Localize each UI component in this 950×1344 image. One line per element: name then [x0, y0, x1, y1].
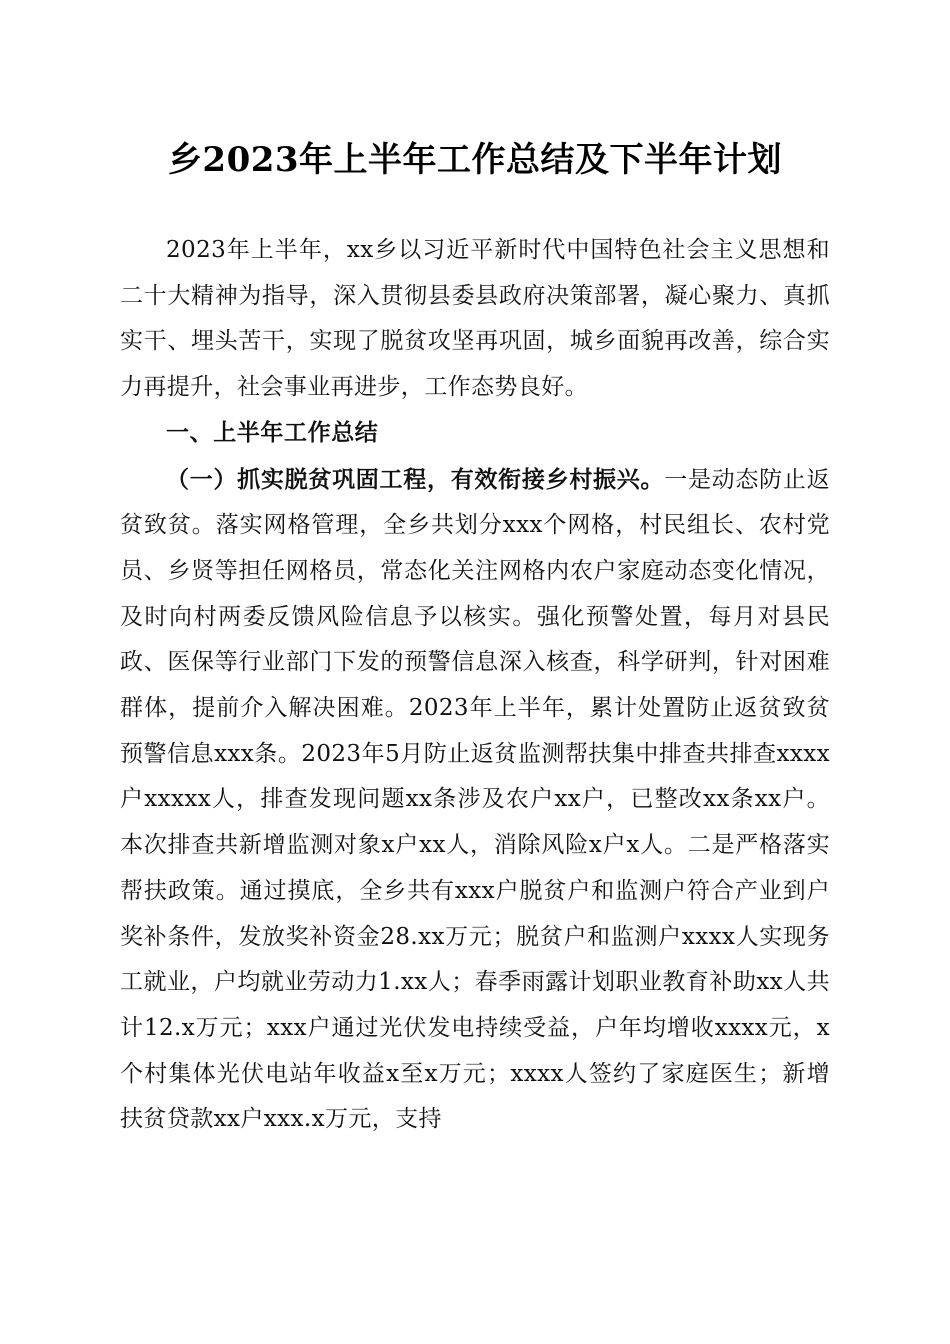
section-heading-first-half-summary: 一、上半年工作总结 [166, 419, 379, 446]
subsection-paragraph-poverty [120, 457, 830, 1144]
document-body [120, 228, 830, 1143]
document-title: 乡2023年上半年工作总结及下半年计划 [167, 140, 783, 180]
intro-paragraph: 2023年上半年，xx乡以习近平新时代中国特色社会主义思想和二十大精神为指导，深入贯彻县委县政府决策部署，凝心聚力、真抓实干、埋头苦干，实现了脱贫攻坚再巩固，城乡面貌再改善，综合实力再提升，社会事业再进步，工作态势良好。 [120, 237, 830, 401]
subsection-body-poverty: 一是动态防止返贫致贫。落实网格管理，全乡共划分xxx个网格，村民组长、农村党员、乡贤等担任网格员，常态化关注网格内农户家庭动态变化情况，及时向村两委反馈风险信息予以核实。强化预警处置，每月对县民政、医保等行业部门下发的预警信息深入核查，科学研判，针对困难群体，提前介入解决困难。2023年上半年，累计处置防止返贫致贫预警信息xxx条。2023年5月防止返贫监测帮扶集中排查共排查xxxx户xxxxx人，排查发现问题xx条涉及农户xx户，已整改xx条xx户。本次排查共新增监测对象x户xx人，消除风险x户x人。二是严格落实帮扶政策。通过摸底，全乡共有xxx户脱贫户和监测户符合产业到户奖补条件，发放奖补资金28.xx万元；脱贫户和监测户xxxx人实现务工就业，户均就业劳动力1.xx人；春季雨露计划职业教育补助xx人共计12.x万元；xxx户通过光伏发电持续受益，户年均增收xxxx元，x个村集体光伏电站年收益x至x万元；xxxx人签约了家庭医生；新增扶贫贷款xx户xxx.x万元，支持 [120, 466, 830, 1133]
subsection-heading-poverty: （一）抓实脱贫巩固工程，有效衔接乡村振兴。 [166, 465, 665, 493]
